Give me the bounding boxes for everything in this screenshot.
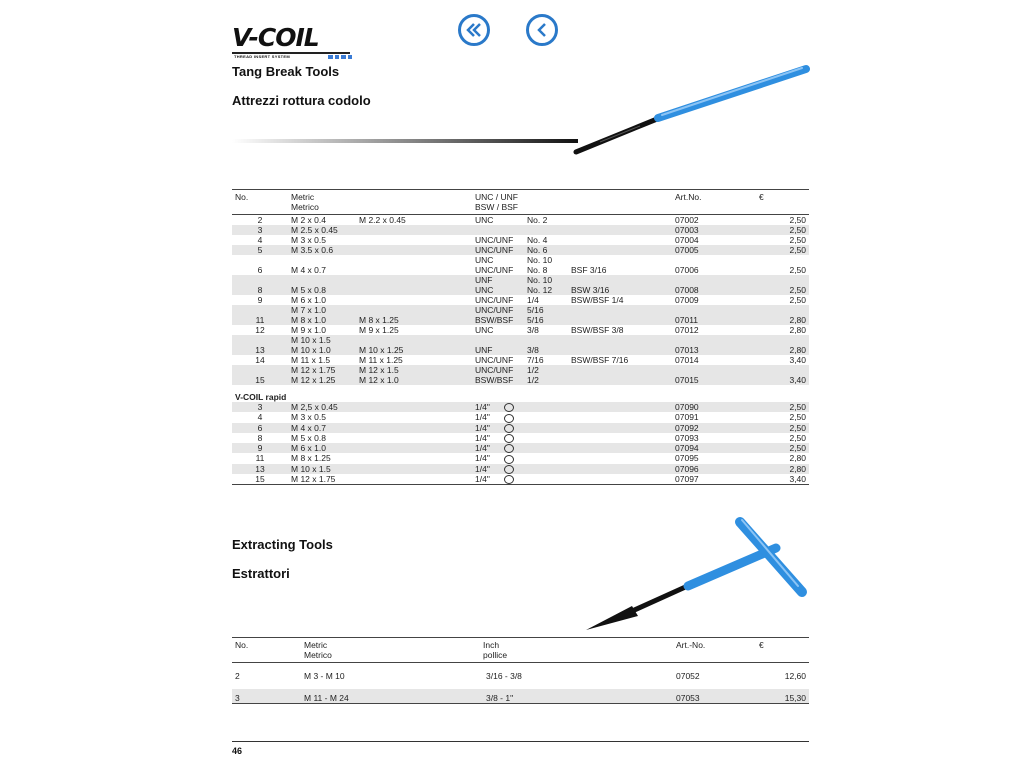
cell-no: 12 — [255, 325, 265, 335]
page-number: 46 — [232, 746, 243, 756]
col-header-inch: Inch — [480, 638, 673, 651]
cell-unc-size — [524, 335, 568, 345]
col-header-art: Art.-No. — [673, 638, 756, 651]
cell-unc: UNC/UNF — [475, 355, 514, 365]
cell-metric: M 11 x 1.5 — [291, 355, 331, 365]
table-header-row-2 — [232, 202, 809, 215]
section-title-extracting-it: Estrattori — [232, 566, 290, 581]
tang-break-table — [232, 189, 809, 485]
cell-no — [232, 255, 288, 265]
rapid-section-label: V-COIL rapid — [235, 392, 287, 402]
cell-art-no: 07011 — [672, 315, 756, 325]
cell-art-no: 07015 — [672, 375, 756, 385]
rapid-section-row — [232, 385, 809, 402]
cell-price: 3,40 — [756, 474, 809, 485]
cell-metric: M 9 x 1.0 — [291, 325, 326, 335]
cell-price: 2,80 — [756, 464, 809, 474]
cell-inch — [472, 474, 672, 485]
cell-bsw: BSF 3/16 — [571, 265, 607, 275]
cell-bsw: BSW/BSF 1/4 — [571, 295, 624, 305]
cell-price: 12,60 — [784, 671, 806, 681]
cell-no: 13 — [232, 345, 288, 355]
table-row — [232, 215, 809, 226]
cell-inch-value: 1/4" — [475, 443, 490, 453]
rapid-circle-icon — [504, 465, 514, 474]
cell-metric: M 8 x 1.25 — [291, 453, 331, 464]
extracting-table — [232, 637, 809, 704]
cell-unc: UNC — [472, 285, 524, 295]
cell-price — [756, 255, 809, 265]
cell-metric: M 5 x 0.8 — [288, 285, 356, 295]
table-header-row — [232, 190, 809, 203]
cell-unc: UNC — [475, 325, 494, 335]
cell-art-no — [672, 335, 756, 345]
cell-no — [232, 335, 288, 345]
cell-inch: 3/8 - 1" — [480, 689, 673, 704]
cell-unc-size: No. 4 — [527, 235, 548, 245]
cell-inch — [472, 453, 672, 463]
cell-art-no: 07096 — [672, 464, 756, 474]
cell-metric: M 10 x 1.5 — [288, 335, 356, 345]
cell-art-no: 07052 — [676, 671, 700, 681]
cell-inch — [472, 464, 672, 474]
col-header-no: No. — [232, 190, 288, 203]
cell-metric: M 4 x 0.7 — [288, 423, 472, 433]
cell-metric — [288, 255, 356, 265]
cell-no: 9 — [232, 443, 288, 453]
cell-art-no: 07013 — [672, 345, 756, 355]
cell-price: 2,50 — [756, 285, 809, 295]
tang-break-tool-image — [570, 60, 815, 160]
cell-inch — [472, 402, 672, 412]
cell-no: 4 — [257, 235, 263, 245]
cell-no — [232, 305, 288, 315]
cell-art-no: 07003 — [672, 225, 756, 235]
cell-art-no: 07090 — [672, 402, 756, 412]
cell-metric-alt: M 9 x 1.25 — [359, 325, 399, 335]
cell-art-no — [672, 255, 756, 265]
section-title-tang-break: Tang Break Tools — [232, 64, 340, 79]
cell-bsw — [568, 255, 672, 265]
cell-no: 3 — [232, 689, 301, 704]
table-row — [232, 295, 809, 305]
cell-no: 2 — [235, 671, 240, 681]
cell-unc-size: No. 8 — [527, 265, 548, 275]
cell-unc-size: 7/16 — [527, 355, 544, 365]
cell-price: 2,50 — [789, 235, 807, 245]
cell-unc-size: 3/8 — [524, 345, 568, 355]
cell-no: 11 — [255, 453, 265, 464]
cell-unc-size: No. 6 — [524, 245, 568, 255]
cell-metric: M 12 x 1.75 — [288, 365, 356, 375]
cell-no: 4 — [257, 412, 263, 423]
table-row — [232, 285, 809, 295]
cell-metric-alt: M 11 x 1.25 — [359, 355, 403, 365]
cell-no: 3 — [232, 225, 288, 235]
cell-no: 6 — [257, 265, 263, 275]
cell-metric-alt: M 2.2 x 0.45 — [359, 215, 406, 225]
cell-no: 6 — [232, 423, 288, 433]
footer-rule — [232, 741, 809, 742]
cell-price — [756, 335, 809, 345]
cell-price: 2,50 — [789, 412, 807, 423]
cell-art-no: 07014 — [675, 355, 699, 365]
cell-metric-alt — [356, 275, 472, 285]
cell-metric-alt — [356, 245, 472, 255]
extracting-tool-image — [580, 512, 815, 637]
cell-art-no — [672, 365, 756, 375]
cell-unc: BSW/BSF — [472, 315, 524, 325]
cell-inch-value: 1/4" — [475, 432, 490, 443]
cell-price: 2,50 — [756, 443, 809, 453]
cell-unc: UNC — [475, 215, 494, 225]
col-header-art: Art.No. — [672, 190, 756, 203]
cell-inch-value: 1/4" — [475, 463, 490, 474]
cell-price: 3,40 — [756, 375, 809, 385]
cell-bsw — [568, 225, 672, 235]
cell-inch-value: 1/4" — [475, 473, 490, 484]
cell-metric-alt — [356, 285, 472, 295]
cell-unc-size: 3/8 — [527, 325, 539, 335]
cell-metric-alt: M 10 x 1.25 — [356, 345, 472, 355]
cell-inch — [472, 412, 672, 422]
cell-unc — [472, 225, 524, 235]
cell-no: 3 — [232, 402, 288, 412]
cell-price: 2,50 — [756, 423, 809, 433]
cell-metric-alt — [356, 305, 472, 315]
cell-price: 2,80 — [789, 325, 807, 335]
table-header-row-2 — [232, 650, 809, 663]
cell-metric: M 3 x 0.5 — [291, 235, 326, 245]
cell-bsw — [568, 305, 672, 315]
cell-unc-size: 5/16 — [524, 305, 568, 315]
cell-unc-size: No. 10 — [524, 275, 568, 285]
cell-price: 2,80 — [756, 345, 809, 355]
cell-price — [756, 305, 809, 315]
cell-no: 2 — [257, 215, 263, 225]
cell-no: 11 — [232, 315, 288, 325]
cell-metric-alt: M 12 x 1.0 — [356, 375, 472, 385]
cell-art-no: 07092 — [672, 423, 756, 433]
table-row — [232, 464, 809, 474]
table-row — [232, 433, 809, 443]
cell-art-no: 07093 — [675, 432, 699, 443]
cell-metric: M 6 x 1.0 — [291, 295, 326, 305]
table-row — [232, 474, 809, 485]
cell-unc — [472, 335, 524, 345]
rapid-circle-icon — [504, 403, 514, 412]
cell-metric: M 8 x 1.0 — [288, 315, 356, 325]
cell-metric — [288, 275, 356, 285]
cell-unc: UNC/UNF — [472, 305, 524, 315]
cell-price: 2,50 — [789, 265, 807, 275]
cell-inch — [472, 443, 672, 453]
cell-metric: M 3 - M 10 — [304, 671, 345, 681]
cell-bsw: BSW/BSF 7/16 — [571, 355, 629, 365]
rapid-circle-icon — [504, 434, 514, 443]
cell-inch-value: 1/4" — [475, 453, 490, 464]
col-header-metric: Metric — [301, 638, 480, 651]
cell-art-no: 07004 — [675, 235, 699, 245]
cell-price: 3,40 — [789, 355, 807, 365]
table-row — [232, 412, 809, 422]
cell-bsw — [568, 275, 672, 285]
cell-unc-size: No. 12 — [524, 285, 568, 295]
cell-bsw — [568, 235, 672, 245]
cell-inch — [472, 423, 672, 433]
cell-art-no: 07053 — [673, 689, 756, 704]
cell-bsw: BSW/BSF 3/8 — [571, 325, 624, 335]
cell-unc-size: No. 2 — [527, 215, 548, 225]
col-header-metric-it: Metrico — [301, 650, 480, 663]
cell-art-no: 07006 — [675, 265, 699, 275]
table-header-row — [232, 638, 809, 651]
table-row — [232, 235, 809, 245]
cell-metric: M 10 x 1.0 — [288, 345, 356, 355]
cell-metric: M 6 x 1.0 — [288, 443, 472, 453]
cell-no: 9 — [257, 295, 263, 305]
rapid-circle-icon — [504, 424, 514, 433]
cell-no — [232, 365, 288, 375]
table-row — [232, 453, 809, 463]
cell-metric: M 7 x 1.0 — [288, 305, 356, 315]
cell-metric: M 3.5 x 0.6 — [288, 245, 356, 255]
cell-unc-size: 1/4 — [527, 295, 539, 305]
col-header-inch-it: pollice — [480, 650, 673, 663]
rapid-circle-icon — [504, 475, 514, 484]
cell-unc: UNC/UNF — [472, 245, 524, 255]
col-header-bsw: BSW / BSF — [472, 202, 672, 215]
cell-unc: UNC/UNF — [475, 235, 514, 245]
cell-metric-alt — [356, 255, 472, 265]
cell-unc-size — [524, 225, 568, 235]
cell-inch — [472, 433, 672, 443]
cell-bsw — [568, 335, 672, 345]
rapid-circle-icon — [504, 444, 514, 453]
cell-price: 2,50 — [756, 402, 809, 412]
cell-unc: BSW/BSF — [472, 375, 524, 385]
table-row — [232, 255, 809, 265]
cell-art-no: 07012 — [675, 325, 699, 335]
section-title-tang-break-it: Attrezzi rottura codolo — [232, 93, 371, 108]
spacer-row — [232, 663, 809, 672]
table-row — [232, 345, 809, 355]
table-row — [232, 689, 809, 704]
col-header-metric-it: Metrico — [288, 202, 472, 215]
cell-metric-alt — [356, 295, 472, 305]
cell-no: 15 — [232, 375, 288, 385]
cell-inch-value: 1/4" — [475, 422, 490, 433]
cell-unc: UNC — [475, 255, 494, 265]
cell-price: 15,30 — [756, 689, 809, 704]
cell-art-no: 07094 — [672, 443, 756, 453]
cell-price: 2,50 — [756, 245, 809, 255]
cell-unc: UNC/UNF — [475, 265, 514, 275]
chevron-left-icon — [532, 20, 552, 40]
col-header-price: € — [756, 638, 809, 651]
logo-tagline: THREAD INSERT SYSTEM — [234, 54, 291, 59]
cell-price: 2,80 — [756, 315, 809, 325]
col-header-price: € — [756, 190, 809, 203]
col-header-unc: UNC / UNF — [472, 190, 672, 203]
cell-price — [756, 365, 809, 375]
cell-bsw — [568, 215, 672, 226]
first-page-button[interactable] — [458, 14, 490, 46]
cell-bsw — [568, 375, 672, 385]
table-row — [232, 305, 809, 315]
rapid-circle-icon — [504, 414, 514, 423]
cell-no: 8 — [232, 285, 288, 295]
cell-bsw — [568, 245, 672, 255]
cell-art-no: 07091 — [675, 412, 699, 423]
cell-bsw — [568, 315, 672, 325]
table-row — [232, 275, 809, 285]
cell-metric-alt: M 12 x 1.5 — [356, 365, 472, 375]
cell-price: 2,50 — [789, 432, 807, 443]
cell-no: 14 — [255, 355, 265, 365]
spacer-row — [232, 681, 809, 689]
cell-no: 5 — [232, 245, 288, 255]
cell-metric: M 12 x 1.25 — [288, 375, 356, 385]
cell-inch-value: 1/4" — [475, 412, 490, 423]
cell-unc-size: 5/16 — [524, 315, 568, 325]
cell-metric: M 2 x 0.4 — [291, 215, 326, 225]
cell-art-no: 07009 — [675, 295, 699, 305]
section-rule — [232, 139, 578, 143]
cell-price — [756, 275, 809, 285]
table-row — [232, 671, 809, 681]
table-row — [232, 355, 809, 365]
cell-metric-alt: M 8 x 1.25 — [356, 315, 472, 325]
cell-price: 2,80 — [789, 453, 807, 464]
table-row — [232, 225, 809, 235]
cell-metric: M 12 x 1.75 — [288, 474, 472, 485]
cell-metric: M 3 x 0.5 — [291, 412, 326, 423]
cell-inch-value: 1/4" — [475, 402, 490, 412]
cell-art-no: 07005 — [672, 245, 756, 255]
cell-inch: 3/16 - 3/8 — [486, 671, 522, 681]
previous-page-button[interactable] — [526, 14, 558, 46]
table-row — [232, 265, 809, 275]
cell-no: 15 — [232, 474, 288, 485]
cell-art-no: 07095 — [675, 453, 699, 464]
table-row — [232, 245, 809, 255]
cell-price: 2,50 — [789, 215, 807, 225]
cell-no: 8 — [257, 432, 263, 443]
col-header-metric: Metric — [288, 190, 472, 203]
cell-price: 2,50 — [789, 295, 807, 305]
cell-bsw: BSW 3/16 — [568, 285, 672, 295]
cell-price: 2,50 — [756, 225, 809, 235]
cell-unc: UNF — [472, 345, 524, 355]
cell-metric: M 2,5 x 0.45 — [288, 402, 472, 412]
cell-metric-alt — [356, 235, 472, 245]
v-coil-logo — [232, 23, 352, 59]
table-row — [232, 375, 809, 385]
cell-metric-alt — [356, 335, 472, 345]
cell-metric: M 2.5 x 0.45 — [288, 225, 356, 235]
table-row — [232, 365, 809, 375]
table-row — [232, 443, 809, 453]
section-title-extracting: Extracting Tools — [232, 537, 333, 552]
cell-metric-alt — [356, 225, 472, 235]
double-chevron-left-icon — [464, 20, 484, 40]
rapid-circle-icon — [504, 455, 514, 464]
table-row — [232, 335, 809, 345]
cell-bsw — [568, 365, 672, 375]
cell-unc-size: 1/2 — [524, 365, 568, 375]
cell-unc: UNC/UNF — [475, 295, 514, 305]
table-row — [232, 402, 809, 412]
cell-metric: M 4 x 0.7 — [291, 265, 326, 275]
cell-metric: M 10 x 1.5 — [288, 464, 472, 474]
col-header-no: No. — [232, 638, 301, 651]
cell-metric: M 5 x 0.8 — [291, 432, 326, 443]
cell-unc-size: 1/2 — [524, 375, 568, 385]
cell-metric: M 11 - M 24 — [301, 689, 480, 704]
cell-unc: UNC/UNF — [472, 365, 524, 375]
table-row — [232, 423, 809, 433]
logo-dots — [328, 55, 352, 59]
table-row — [232, 315, 809, 325]
cell-metric-alt — [356, 265, 472, 275]
cell-art-no: 07008 — [672, 285, 756, 295]
table-row — [232, 325, 809, 335]
cell-bsw — [568, 345, 672, 355]
cell-no — [232, 275, 288, 285]
cell-unc: UNF — [472, 275, 524, 285]
cell-no: 13 — [232, 464, 288, 474]
cell-art-no: 07097 — [672, 474, 756, 485]
cell-art-no: 07002 — [675, 215, 699, 225]
cell-art-no — [672, 305, 756, 315]
logo-text: V-COIL — [232, 23, 319, 52]
cell-unc-size: No. 10 — [527, 255, 553, 265]
cell-art-no — [672, 275, 756, 285]
